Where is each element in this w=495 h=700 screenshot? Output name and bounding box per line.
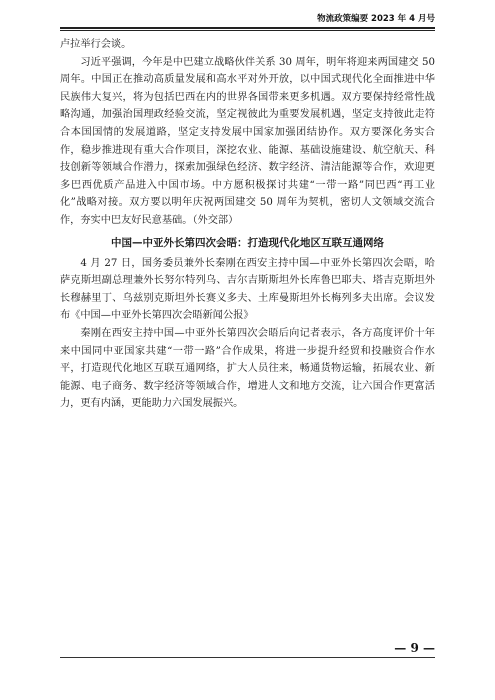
paragraph-xi-remarks: 习近平强调，今年是中巴建立战略伙伴关系 30 周年，明年将迎来两国建交 50 周年。中国正在推动高质量发展和高水平对外开放，以中国式现代化全面推进中华民族伟大复兴，将为包括巴西在内的世界各国带来更多机遇。双方要保持经常性战略沟通，加强治国理政经验交流，坚定视彼此为重要发展机遇，坚定支持彼此走符合本国国情的发展道路，坚定支持发展中国家加强团结协作。双方要深化务实合作，稳步推进现有重大合作项目，深挖农业、能源、基础设施建设、航空航天、科技创新等领域合作潜力，探索加强绿色经济、数字经济、清洁能源等合作，欢迎更多巴西优质产品进入中国市场。中方愿积极探讨共建“一带一路”同巴西“再工业化”战略对接。双方要以明年庆祝两国建交 50 周年为契机，密切人文领域交流合作，夯实中巴友好民意基础。（外交部） [60, 56, 435, 226]
page-number: — 9 — [394, 641, 435, 655]
header-divider [60, 27, 435, 31]
page-footer [60, 641, 435, 658]
page-header: 物流政策编要 2023 年 4 月号 [317, 14, 435, 24]
paragraph-press-remarks: 秦刚在西安主持中国—中亚外长第四次会晤后向记者表示，各方高度评价十年来中国同中亚国家共建“一带一路”合作成果，将进一步提升经贸和投融资合作水平，打造现代化地区互联互通网络，扩大人员往来，畅通货物运输，拓展农业、新能源、电子商务、数字经济等领域合作，增进人文和地方交流，让六国合作更富活力，更有内涵，更能助力六国发展振兴。 [60, 327, 435, 410]
paragraph-continuation: 卢拉举行会谈。 [60, 39, 132, 50]
document-body [60, 36, 435, 413]
section-title: 中国—中亚外长第四次会晤：打造现代化地区互联互通网络 [111, 236, 384, 249]
paragraph-meeting-overview: 4 月 27 日，国务委员兼外长秦刚在西安主持中国—中亚外长第四次会晤，哈萨克斯坦副总理兼外长努尔特列乌、吉尔吉斯斯坦外长库鲁巴耶夫、塔吉克斯坦外长穆赫里丁、乌兹别克斯坦外长赛义多夫、土库曼斯坦外长梅列多夫出席。会议发布《中国—中亚外长第四次会晤新闻公报》 [60, 257, 435, 322]
